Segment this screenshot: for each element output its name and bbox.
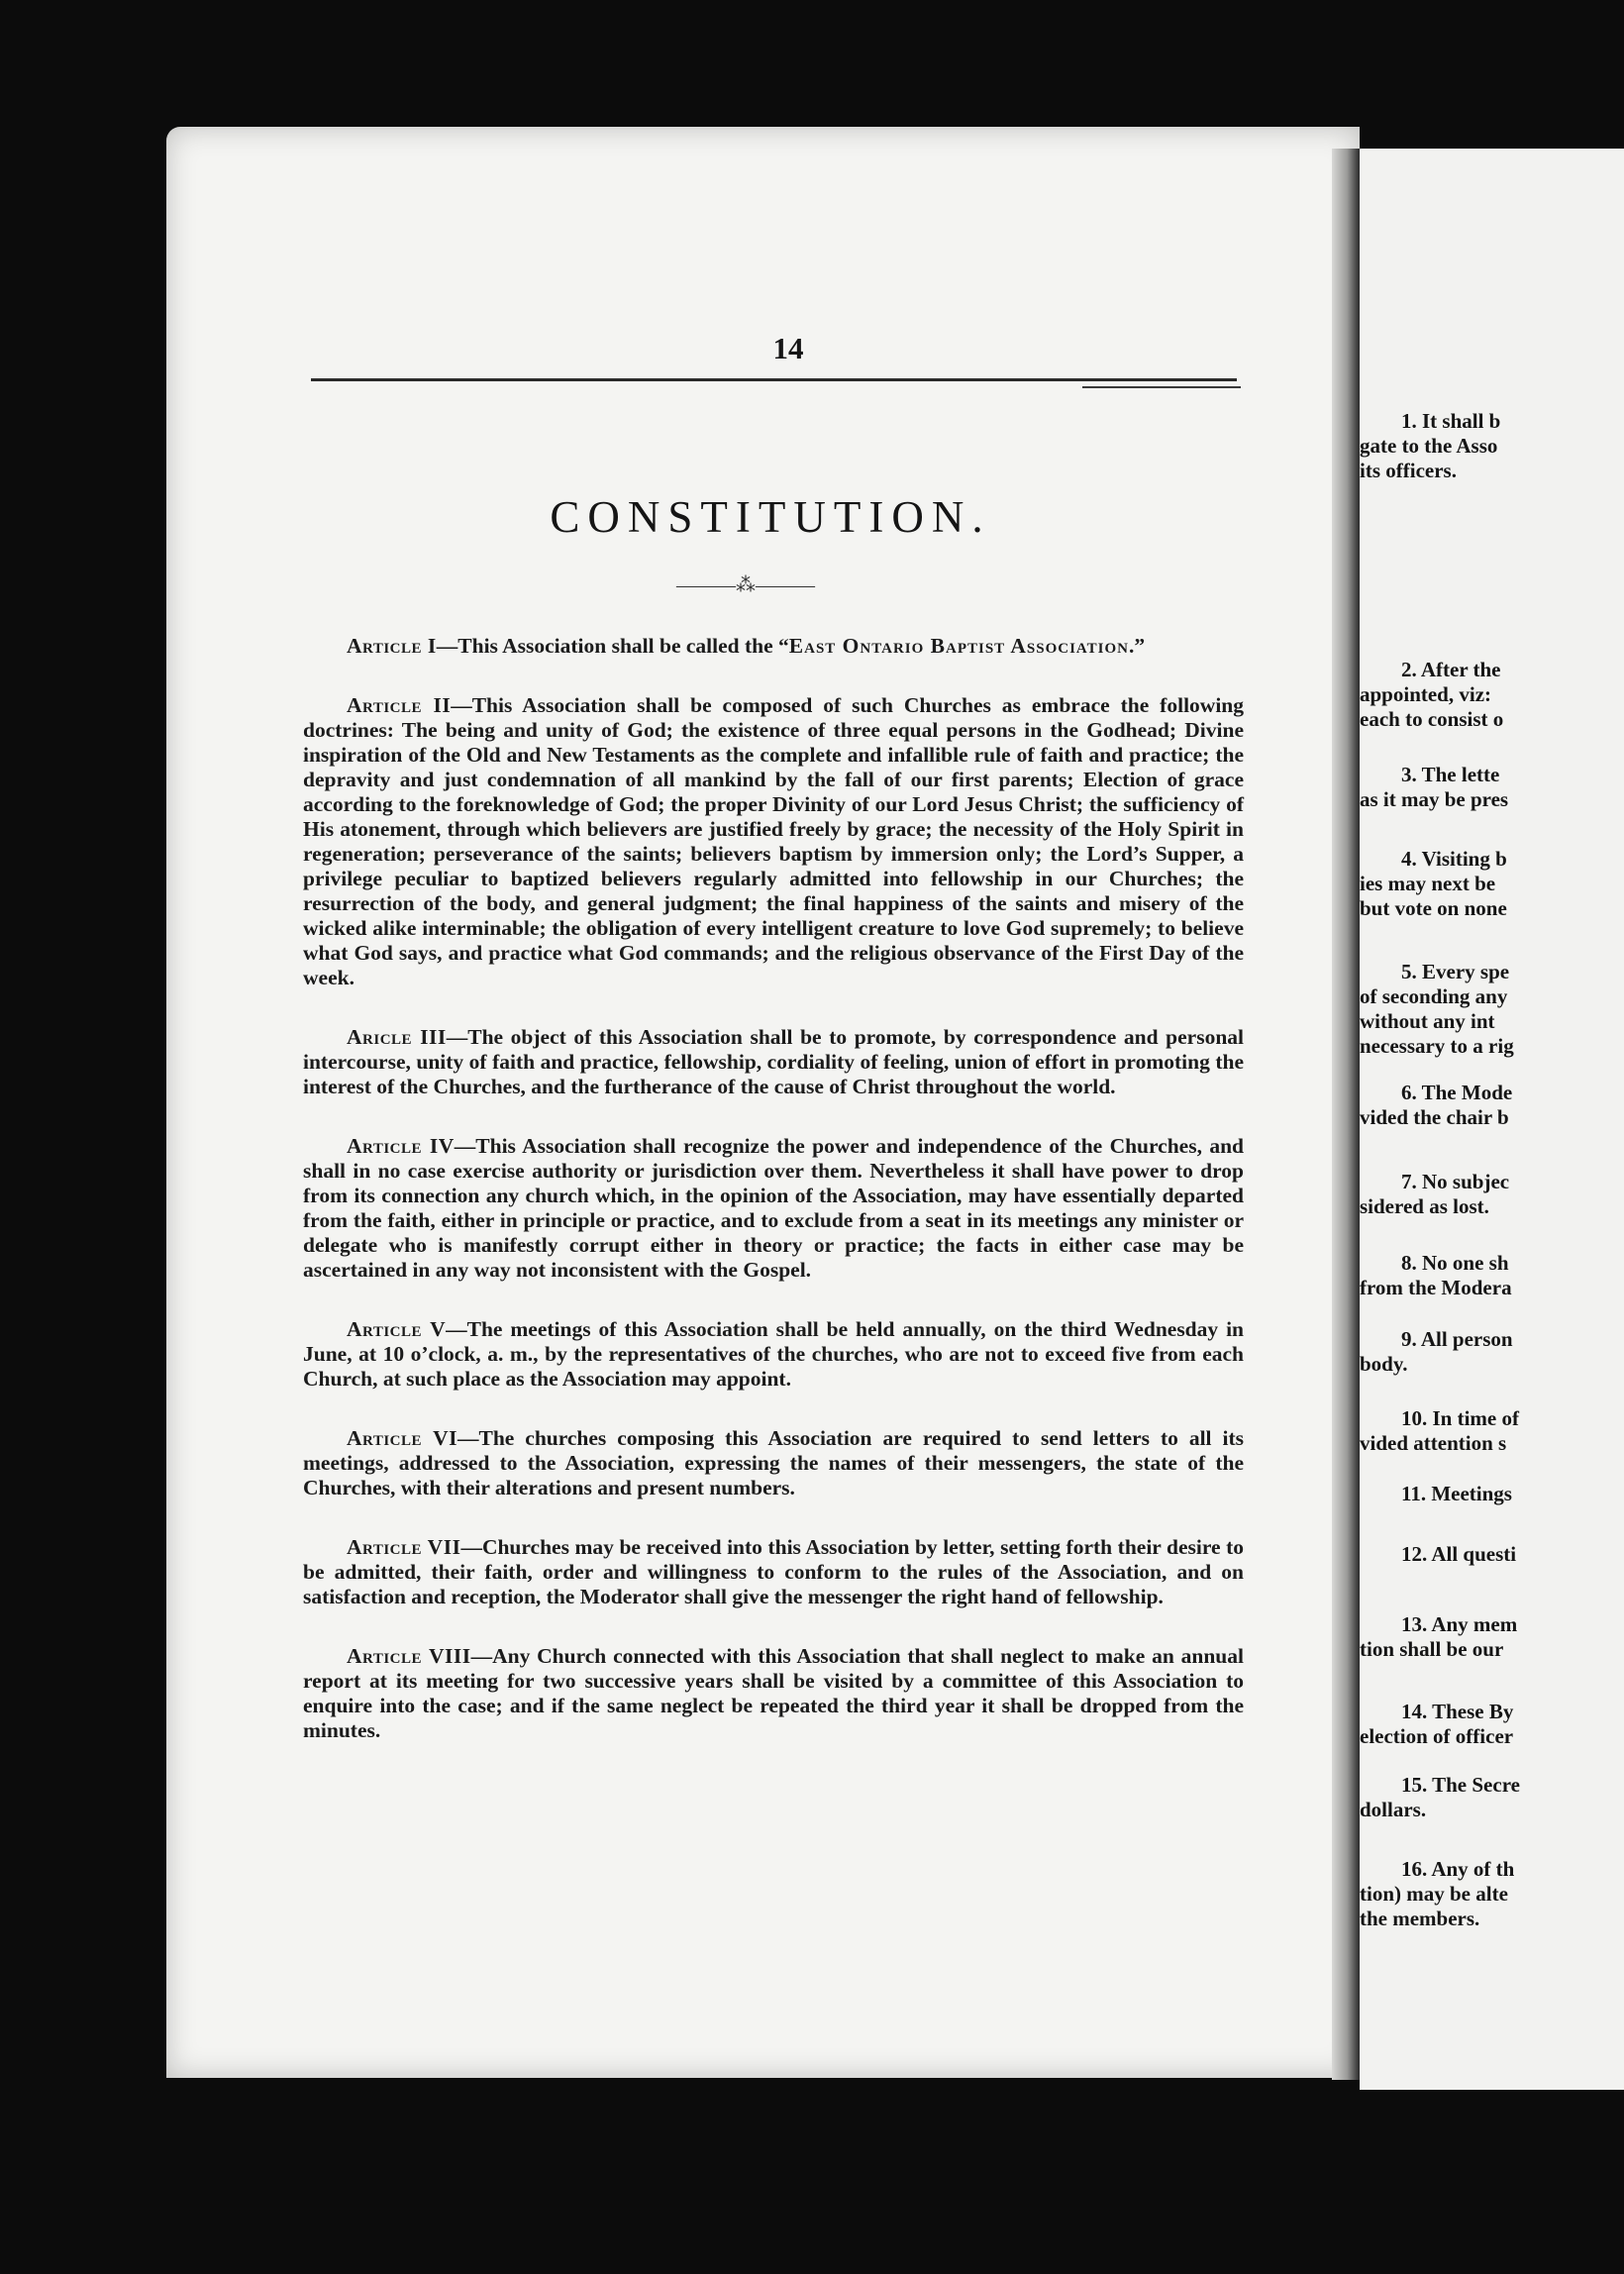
article-3 — [303, 1025, 1244, 1099]
article-label: Article I — [347, 634, 437, 658]
right-page-line: tion shall be our — [1360, 1637, 1504, 1661]
right-page-line: as it may be pres — [1360, 787, 1509, 811]
right-page-line: gate to the Asso — [1360, 434, 1498, 458]
article-text: —Churches may be received into this Association by letter, setting forth their desire to be admitted, their faith, order and willingness to conform to the rules of the Association, and on satisfaction and reception, the Moderator shall give the messenger the right hand of fellowship. — [303, 1535, 1244, 1608]
header-rule — [311, 378, 1237, 381]
right-page-rule — [1360, 1482, 1624, 1506]
article-text: —Any Church connected with this Association that shall neglect to make an annual report at its meeting for two successive years shall be visited by a committee of this Association to enquire into the case; and if the same neglect be repeated the third year it shall be dropped from the minutes. — [303, 1644, 1244, 1742]
article-text: —This Association shall be composed of such Churches as embrace the following doctrines: The being and unity of God; the existence of three equal persons in the Godhead; Divine inspiration of the Old and New Testaments as the complete and infallible rule of faith and practice; the depravity and just condemnation of all mankind by the fall of our first parents; Election of grace according to the foreknowledge of God; the proper Divinity of our Lord Jesus Christ; the sufficiency of His atonement, through which believers are justified freely by grace; the necessity of the Holy Spirit in regeneration; perseverance of the saints; believers baptism by immersion only; the Lord’s Supper, a privilege peculiar to baptized believers regularly admitted into fellowship in our Churches; the resurrection of the body, and general judgment; the final happiness of the saints and misery of the wicked alike interminable; the obligation of every intelligent creature to love God supremely; to believe what God says, and practice what God commands; and the religious observance of the First Day of the week. — [303, 693, 1244, 989]
article-tail: .” — [1128, 634, 1146, 658]
right-page-line: 15. The Secre — [1401, 1773, 1520, 1797]
right-page-rule — [1360, 1251, 1624, 1300]
right-page-line: sidered as lost. — [1360, 1194, 1489, 1218]
article-6 — [303, 1426, 1244, 1500]
right-page-line: 11. Meetings — [1401, 1482, 1512, 1505]
right-page-line: tion) may be alte — [1360, 1882, 1508, 1906]
article-label: Aricle III — [347, 1025, 447, 1049]
page-number: 14 — [772, 331, 804, 365]
article-label: Article II — [347, 693, 452, 717]
right-page-line: appointed, viz: — [1360, 682, 1492, 706]
right-page-rule — [1360, 1327, 1624, 1377]
header-rule-extension — [1082, 386, 1241, 388]
article-label: Article IV — [347, 1134, 455, 1158]
right-page-line: election of officer — [1360, 1724, 1514, 1748]
right-page-line: 6. The Mode — [1401, 1081, 1513, 1104]
article-1 — [303, 634, 1244, 659]
article-8 — [303, 1644, 1244, 1743]
article-7 — [303, 1535, 1244, 1609]
article-text: —The meetings of this Association shall be held annually, on the third Wednesday in June, at 10 o’clock, a. m., by the representatives of the churches, who are not to exceed five from each Church, at such place as the Association may appoint. — [303, 1317, 1245, 1391]
right-page-line: 13. Any mem — [1401, 1612, 1518, 1636]
right-page-rule — [1360, 409, 1624, 483]
right-page-rule — [1360, 763, 1624, 812]
article-label: Article VI — [347, 1426, 457, 1450]
article-label: Article VII — [347, 1535, 461, 1559]
article-label: Article V — [347, 1317, 447, 1341]
right-page-rule — [1360, 1612, 1624, 1662]
right-page-line: 4. Visiting b — [1401, 847, 1507, 871]
right-page-line: from the Modera — [1360, 1276, 1512, 1299]
article-label: Article VIII — [347, 1644, 471, 1668]
article-text: —This Association shall recognize the power and independence of the Churches, and shall in no case exercise authority or jurisdiction over them. Nevertheless it shall have power to drop from its connection any church which, in the opinion of the Association, may have essentially departed from the faith, either in principle or practice, and to exclude from a seat in its meetings any minister or delegate who is manifestly corrupt either in theory or practice; the facts in either case may be ascertained in any way not inconsistent with the Gospel. — [303, 1134, 1244, 1282]
article-text: —This Association shall be called the “ — [436, 634, 789, 658]
right-page-line: 12. All questi — [1401, 1542, 1517, 1566]
article-text: —The churches composing this Association are required to send letters to all its meetings, addressed to the Association, expressing the names of their messengers, the state of the Churches, with their alterations and present numbers. — [303, 1426, 1244, 1499]
right-page-line: ies may next be — [1360, 872, 1496, 895]
right-page-rule — [1360, 1857, 1624, 1931]
right-page-rule — [1360, 1773, 1624, 1822]
right-page-line: the members. — [1360, 1907, 1480, 1930]
right-page-line: each to consist o — [1360, 707, 1504, 731]
right-page-line: without any int — [1360, 1009, 1495, 1033]
right-page-rule — [1360, 658, 1624, 732]
right-page-line: vided the chair b — [1360, 1105, 1509, 1129]
right-page-line: 3. The lette — [1401, 763, 1500, 786]
right-page-line: 9. All person — [1401, 1327, 1513, 1351]
right-page-line: 10. In time of — [1401, 1406, 1519, 1430]
right-page-line: but vote on none — [1360, 896, 1507, 920]
right-page-rule — [1360, 1700, 1624, 1749]
right-page-rule — [1360, 1170, 1624, 1219]
right-page-line: 5. Every spe — [1401, 960, 1510, 983]
right-page-line: its officers. — [1360, 459, 1457, 482]
right-page-rule — [1360, 1542, 1624, 1567]
articles — [303, 634, 1244, 1778]
article-2 — [303, 693, 1244, 990]
article-text: —The object of this Association shall be to promote, by correspondence and personal intercourse, unity of faith and practice, fellowship, cordiality of feeling, union of effort in promoting the interest of the Churches, and the furtherance of the cause of Christ throughout the world. — [303, 1025, 1245, 1098]
article-4 — [303, 1134, 1244, 1283]
right-page-rule — [1360, 960, 1624, 1059]
right-page-line: dollars. — [1360, 1798, 1427, 1821]
right-page-rule — [1360, 1081, 1624, 1130]
right-page-line: 16. Any of th — [1401, 1857, 1515, 1881]
ornament-divider: ———⁂——— — [676, 574, 815, 596]
right-page-line: necessary to a rig — [1360, 1034, 1514, 1058]
right-page-line: 14. These By — [1401, 1700, 1514, 1723]
page-fold — [1332, 149, 1360, 2080]
right-page-line: vided attention s — [1360, 1431, 1507, 1455]
right-page-line: 7. No subjec — [1401, 1170, 1510, 1193]
association-name: East Ontario Baptist Association — [788, 634, 1129, 658]
right-page-line: 2. After the — [1401, 658, 1501, 681]
right-page-line: 8. No one sh — [1401, 1251, 1509, 1275]
right-page — [1360, 149, 1624, 2090]
article-5 — [303, 1317, 1244, 1392]
right-page-rule — [1360, 1406, 1624, 1456]
right-page-line: 1. It shall b — [1401, 409, 1501, 433]
page-title: CONSTITUTION. — [550, 492, 991, 542]
left-page — [166, 127, 1360, 2078]
right-page-rule — [1360, 847, 1624, 921]
right-page-line: body. — [1360, 1352, 1408, 1376]
right-page-line: of seconding any — [1360, 984, 1508, 1008]
